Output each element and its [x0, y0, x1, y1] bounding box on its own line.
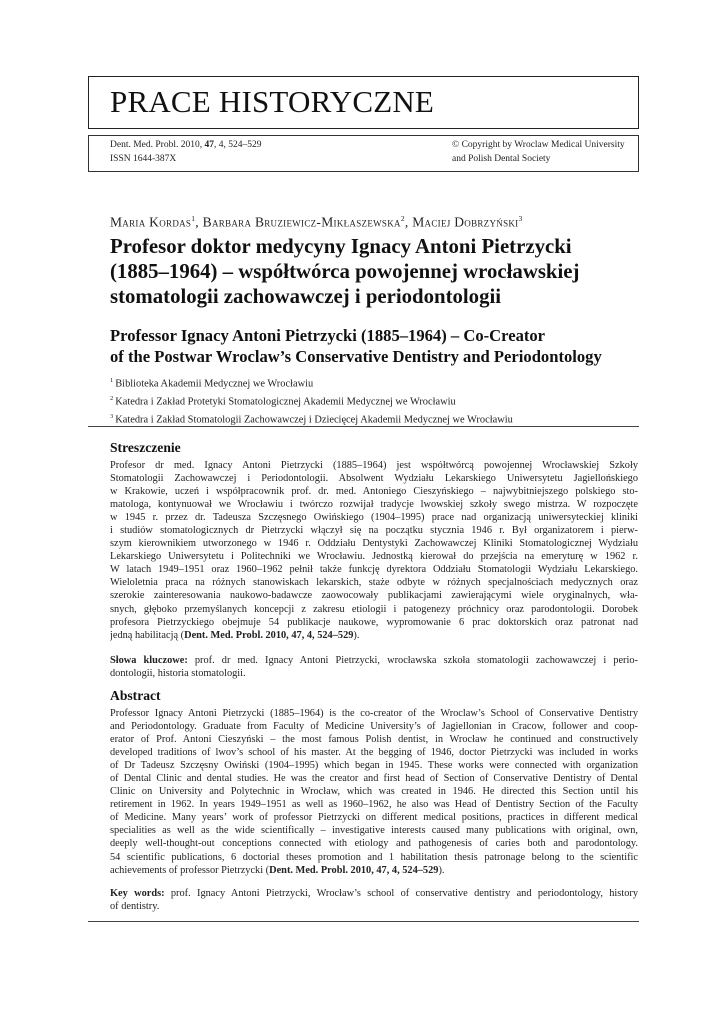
- copyright-block: [452, 139, 625, 166]
- text-line: of Medicine. Many years’ work of professor Pietrzycki on different medical positions, practices in different medical: [110, 812, 638, 824]
- article-title-polish: [110, 234, 670, 309]
- copyright-line-1: © Copyright by Wroclaw Medical University: [452, 140, 625, 150]
- text-line: developed traditions of lwov’s school of his master. At the begging of 1946, doctor Pietrzycki was included in works: [110, 747, 638, 759]
- author-name: Maria Kordas: [110, 214, 192, 230]
- text-line: of Dr Tadeusz Szczęsny Owiński (1904–1995) which began in 1945. These works were connected with organization: [110, 760, 638, 772]
- text-line: and Periodontology. Graduate from Faculty of Medicine University’s of Jagiellonian in Cracow, follower and coop-: [110, 721, 638, 733]
- copyright-line-2: and Polish Dental Society: [452, 153, 551, 164]
- divider: [88, 426, 639, 427]
- text-line: dontologii, historia stomatologii.: [110, 668, 246, 680]
- keywords-label: Słowa kluczowe:: [110, 655, 188, 666]
- citation-bold: Dent. Med. Probl. 2010, 47, 4, 524–529: [269, 864, 439, 876]
- text-line: profesora Pietrzyckiego obejmuje 54 publikacje naukowe, wypromowanie 6 prac doktorskich oraz patronat nad: [110, 616, 638, 628]
- abstract-body: [110, 707, 638, 877]
- citation-bold: Dent. Med. Probl. 2010, 47, 4, 524–529: [184, 629, 354, 641]
- text-line: i studiów stomatologicznych dr Pietrzycki włączył się na początku stycznia 1946 r. Był organizatorem i pierw-: [110, 525, 638, 537]
- journal-citation: Dent. Med. Probl. 2010, 47, 4, 524–529: [110, 140, 262, 150]
- text-line: erator of Prof. Antoni Cieszyński – the most famous Polish dentist, in Wrocław he continued and constructively: [110, 734, 638, 746]
- author-affiliation-ref: 3: [518, 214, 523, 223]
- text-line: specialities as well as the wide scientifically – investigative interests caused many publications with original, own,: [110, 825, 638, 837]
- author-list: Maria Kordas$^1$, Barbara Bruziewicz-Mikłaszewska$^2$, Maciej Dobrzyński$^3$: [110, 214, 523, 230]
- author-affiliation-ref: 2: [400, 214, 405, 223]
- text-line: Lekarskiego Uniwersytetu i Politechniki we Wrocławiu. Jednostką kierował do przejścia na emeryturę w 1962 r.: [110, 551, 638, 563]
- streszczenie-heading: Streszczenie: [110, 440, 181, 455]
- text-line: Professor Ignacy Antoni Pietrzycki (1885–1964) is the co-creator of the Wroclaw’s School of Conservative Dentistry: [110, 708, 638, 719]
- text-line: Słowa kluczowe: prof. dr med. Ignacy Antoni Pietrzycki, wrocławska szkoła stomatologii zachowawczej i perio-: [110, 655, 638, 666]
- keywords-label: Key words:: [110, 888, 165, 899]
- text-line: deeply well-thought-out conceptions connected with etiology and pathogenesis of caries both and parodontology.: [110, 838, 638, 850]
- journal-citation-block: [110, 139, 261, 166]
- text-line: Profesor dr med. Ignacy Antoni Pietrzycki (1885–1964) jest współtwórcą powojennej Wrocławskiej Szkoły: [110, 460, 638, 471]
- text-line: Clinic on University and Polytechnic in Wrocław, which was created in 1946. He directed this Section until his: [110, 786, 638, 798]
- affiliations-list: [110, 374, 513, 428]
- slowa-kluczowe: [110, 654, 638, 680]
- text-line: Key words: prof. Ignacy Antoni Pietrzycki, Wrocław’s school of conservative dentistry and periodontology, history: [110, 888, 638, 899]
- text-line: of dentistry.: [110, 901, 160, 913]
- text-line: Wieloletnia praca na różnych stanowiskach lekarskich, staże odbyte w różnych specjalnościach medycznych oraz: [110, 577, 638, 589]
- author-name: Barbara Bruziewicz-Mikłaszewska: [202, 214, 401, 230]
- streszczenie-body: [110, 459, 638, 642]
- journal-issn: ISSN 1644-387X: [110, 153, 177, 164]
- text-line: retirement in 1962. In years 1949–1951 as well as 1960–1962, he also was Head of Dentistry Section of the Faculty: [110, 799, 638, 811]
- title-line: Profesor doktor medycyny Ignacy Antoni Pietrzycki: [110, 235, 572, 258]
- title-line: (1885–1964) – współtwórca powojennej wrocławskiej: [110, 260, 580, 283]
- text-line: Stomatologii Zachowawczej i Periodontologii. Absolwent Wydziału Lekarskiego Uniwersytetu Jagiellońskiego: [110, 473, 638, 485]
- text-line: achievements of professor Pietrzycki (Dent. Med. Probl. 2010, 47, 4, 524–529).: [110, 864, 445, 876]
- author-name: Maciej Dobrzyński: [412, 214, 519, 230]
- text-line: w 1945 r. przez dr. Tadeusza Szczęsnego Owińskiego (1904–1995) prace nad organizacją uniwersyteckiej kliniki: [110, 512, 638, 524]
- affiliation-item: $^2$ Katedra i Zakład Protetyki Stomatologicznej Akademii Medycznej we Wrocławiu: [110, 394, 456, 408]
- abstract-heading: Abstract: [110, 688, 161, 703]
- text-line: matologa, kontynuował we Wrocławiu i twórczo rozwijał tradycje lwowskiej szkoły swego mistrza. W rozpoczęte: [110, 499, 638, 511]
- affiliation-item: $^3$ Katedra i Zakład Stomatologii Zachowawczej i Dziecięcej Akademii Medycznej we Wrocławiu: [110, 412, 513, 426]
- author-affiliation-ref: 1: [191, 214, 196, 223]
- text-line: W latach 1949–1951 oraz 1960–1962 pełnił także funkcję dyrektora Oddziału Stomatologii Wydziału Lekarskiego.: [110, 564, 638, 576]
- text-line: w Krakowie, uczeń i współpracownik prof. dr. med. Antoniego Cieszyńskiego – najwybitniejszego polskiego sto-: [110, 486, 638, 498]
- key-words: [110, 887, 638, 913]
- title-line: Professor Ignacy Antoni Pietrzycki (1885–1964) – Co-Creator: [110, 326, 546, 345]
- affiliation-item: $^1$ Biblioteka Akademii Medycznej we Wrocławiu: [110, 377, 314, 390]
- article-title-english: [110, 326, 670, 367]
- text-line: 54 scientific publications, 6 doctorial theses promotion and 1 habilitation thesis patronage belong to the scientific: [110, 851, 638, 863]
- text-line: of Dental Clinic and dental studies. He was the creator and first head of Section of Conservative Dentistry of Dental: [110, 773, 638, 785]
- title-line: stomatologii zachowawczej i periodontologii: [110, 285, 502, 308]
- title-line: of the Postwar Wroclaw’s Conservative Dentistry and Periodontology: [110, 346, 602, 366]
- text-line: snych, głęboko przemyślanych koncepcji z zakresu etiologii i patogenezy próchnicy oraz parodontologii. Dorobek: [110, 603, 638, 615]
- journal-name: PRACE HISTORYCZNE: [110, 84, 435, 119]
- text-line: szerokie zainteresowania naukowo-badawcze zaowocowały publikacjami zawierającymi wiele oryginalnych, wła-: [110, 590, 638, 602]
- divider: [88, 921, 639, 922]
- text-line: szym kierownikiem utworzonego w 1946 r. Oddziału Dentystyki Zachowawczej Kliniki Stomatologicznej Wydziału: [110, 538, 638, 550]
- text-line: jedną habilitacją (Dent. Med. Probl. 2010, 47, 4, 524–529).: [110, 629, 360, 641]
